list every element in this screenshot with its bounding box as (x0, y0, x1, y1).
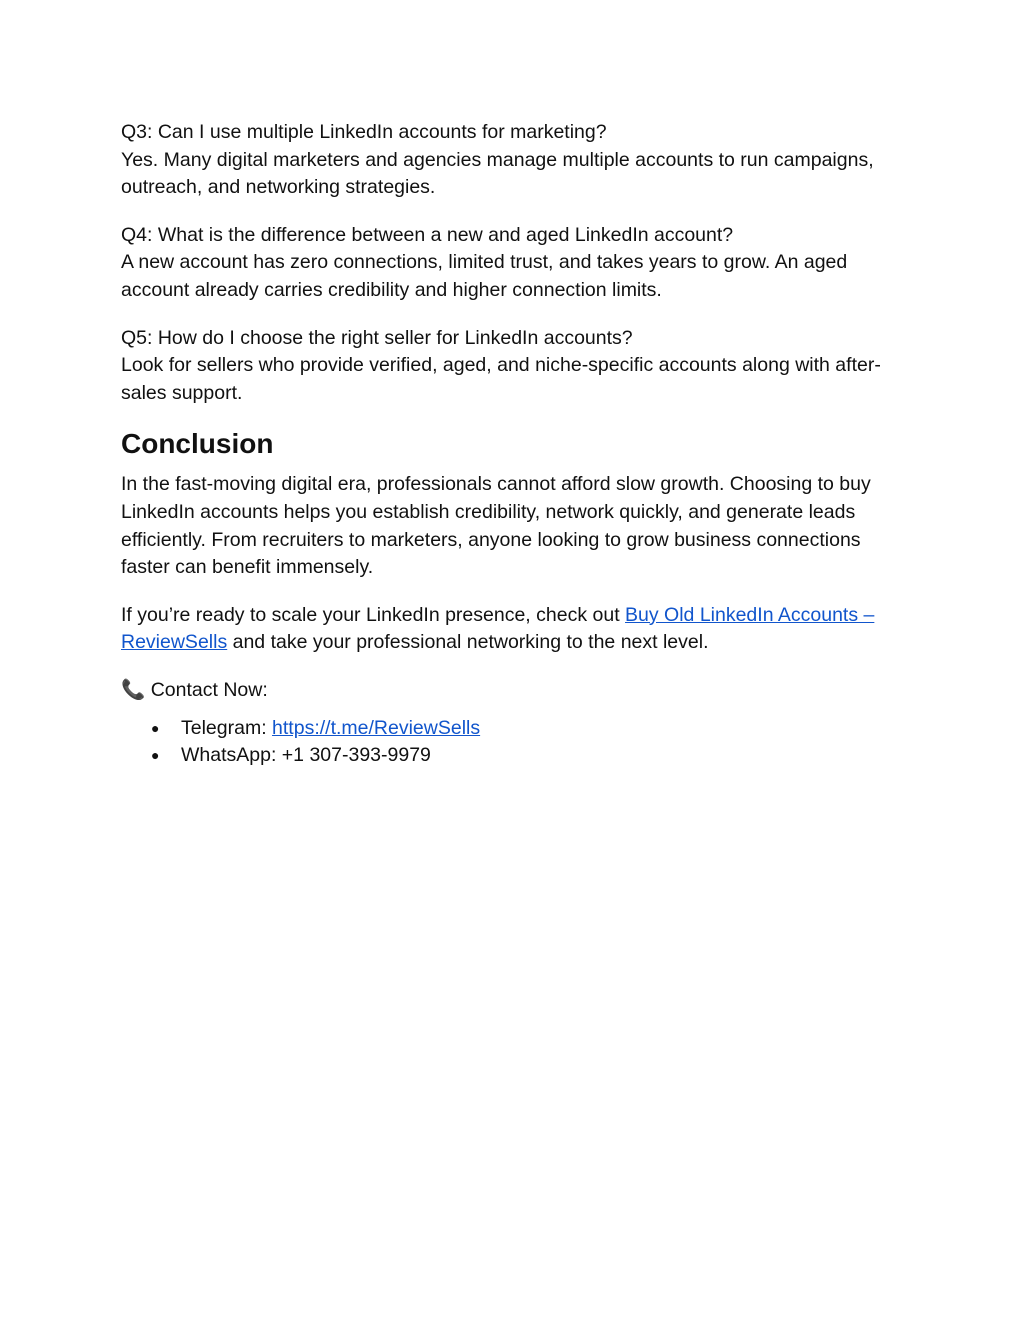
contact-whatsapp: ● WhatsApp: +1 307-393-9979 (181, 742, 911, 770)
faq-q4 (121, 222, 911, 305)
cta-text: and take your professional networking to the next level. (227, 631, 709, 654)
buy-accounts-link[interactable]: Buy Old LinkedIn Accounts – ReviewSells (121, 603, 875, 654)
conclusion-body: In the fast-moving digital era, professionals cannot afford slow growth. Choosing to buy LinkedIn accounts helps you establish credibility, network quickly, and generate leads efficiently. From recruiters to marketers, anyone looking to grow business connections faster can benefit immensely. (121, 473, 871, 579)
faq-q3 (121, 119, 911, 202)
contact-list (121, 715, 911, 770)
faq-q5 (121, 325, 911, 408)
contact-heading (121, 677, 911, 705)
cta-text: If you’re ready to scale your LinkedIn presence, check out (121, 603, 626, 626)
faq-question: Q3: Can I use multiple LinkedIn accounts for marketing? (121, 121, 607, 143)
faq-question: Q4: What is the difference between a new and aged LinkedIn account? (121, 223, 734, 246)
contact-label: Contact Now: (150, 678, 268, 701)
faq-answer: A new account has zero connections, limited trust, and takes years to grow. An aged account already carries credibility and higher connection limits. (121, 251, 848, 301)
document-content (121, 119, 911, 770)
phone-icon: 📞 (121, 678, 146, 701)
telegram-label: Telegram: (181, 716, 273, 739)
faq-answer: Yes. Many digital marketers and agencies manage multiple accounts to run campaigns, outreach, and networking strategies. (121, 148, 874, 199)
faq-answer: Look for sellers who provide verified, aged, and niche-specific accounts along with after-sales support. (121, 354, 881, 404)
contact-telegram (181, 715, 911, 743)
telegram-link[interactable]: https://t.me/ReviewSells (272, 716, 481, 739)
conclusion-cta (121, 602, 911, 657)
faq-question: Q5: How do I choose the right seller for LinkedIn accounts? (121, 326, 633, 349)
conclusion-heading: Conclusion (121, 428, 274, 460)
